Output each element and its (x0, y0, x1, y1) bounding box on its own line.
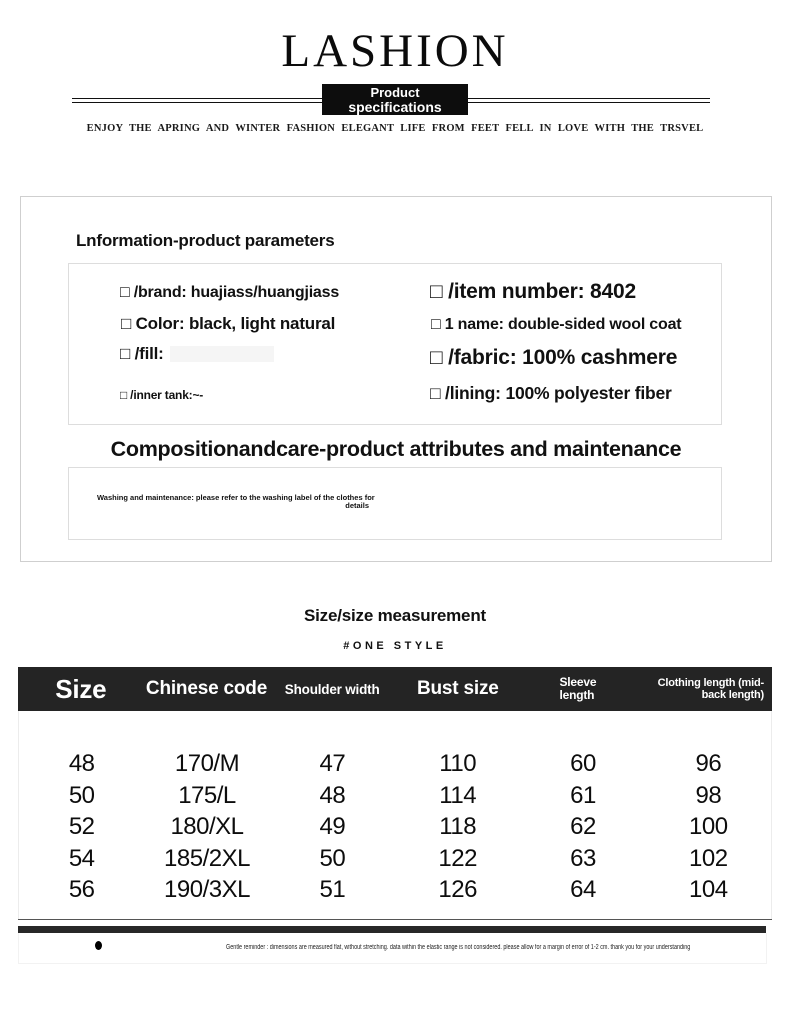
product-specifications-badge (322, 84, 468, 115)
param-name (431, 316, 681, 334)
col-header-chinese-code: Chinese code (145, 678, 268, 699)
cell-sleeve-length: 63 (570, 844, 596, 872)
param-fill-text: □ /fill: (120, 344, 164, 363)
col-header-clothing-length-text: Clothing length (mid-back length) (657, 677, 764, 701)
care-heading: Compositionandcare-product attributes and maintenance (110, 437, 682, 461)
cell-bust-size: 122 (438, 844, 477, 872)
cell-bust-size: 110 (439, 750, 477, 777)
cell-bust-size: 114 (439, 781, 477, 809)
param-inner-tank (120, 388, 203, 402)
param-lining (430, 383, 672, 404)
param-brand-text: □ /brand: huajiass/huangjiass (120, 284, 340, 301)
badge-line1: Product (370, 84, 420, 100)
bullet-icon (95, 941, 102, 950)
care-note (97, 493, 375, 510)
param-fabric (430, 346, 677, 370)
cell-chinese-code: 185/2XL (164, 844, 250, 872)
care-note-box (68, 467, 722, 540)
table-row (19, 874, 771, 906)
param-brand (120, 284, 339, 302)
cell-clothing-length: 98 (695, 781, 722, 809)
cell-size: 52 (68, 813, 95, 841)
cell-clothing-length: 100 (689, 813, 728, 841)
col-header-bust-size: Bust size (417, 678, 499, 699)
reminder-strip (18, 933, 767, 964)
table-row (19, 843, 771, 875)
cell-chinese-code: 190/3XL (164, 876, 250, 904)
parameters-box (68, 263, 722, 425)
cell-bust-size: 126 (438, 876, 477, 904)
table-row (19, 811, 771, 843)
param-fill (120, 344, 274, 364)
col-header-sleeve-length-text: Sleeve length (559, 675, 597, 702)
col-header-sleeve-length (521, 676, 647, 702)
cell-shoulder-width: 50 (319, 844, 346, 872)
cell-shoulder-width: 47 (319, 750, 346, 777)
table-bottom-line (18, 919, 772, 920)
param-name-text: □ 1 name: double-sided wool coat (431, 316, 682, 333)
cell-bust-size: 118 (439, 813, 477, 841)
reminder-text: Gentle reminder : dimensions are measured flat, without stretching. data within the elastic range is not considered. please allow for a margin of error of 1-2 cm. thank you for your understanding (226, 944, 691, 951)
cell-clothing-length: 96 (695, 750, 722, 777)
info-section-box (20, 196, 772, 562)
table-row (19, 748, 771, 780)
cell-shoulder-width: 49 (319, 813, 346, 841)
col-header-shoulder-width: Shoulder width (284, 681, 380, 697)
cell-chinese-code: 180/XL (170, 813, 244, 841)
param-inner-tank-text: □ /inner tank:~- (120, 388, 204, 402)
badge-line2: specifications (348, 98, 442, 115)
brand-title: LASHION (281, 25, 509, 77)
cell-size: 54 (68, 844, 95, 872)
cell-sleeve-length: 61 (570, 781, 596, 809)
size-table-header (18, 667, 772, 711)
style-note: #ONE STYLE (343, 640, 447, 652)
cell-sleeve-length: 62 (570, 813, 596, 841)
table-row (19, 780, 771, 812)
param-item-number (430, 280, 636, 304)
cell-chinese-code: 175/L (178, 781, 236, 809)
fill-placeholder (170, 346, 274, 362)
size-table-body (18, 711, 772, 919)
cell-sleeve-length: 60 (570, 750, 596, 777)
param-color-text: □ Color: black, light natural (121, 314, 336, 333)
cell-shoulder-width: 48 (319, 781, 346, 809)
cell-sleeve-length: 64 (570, 876, 596, 904)
tagline: ENJOY THE APRING AND WINTER FASHION ELEGANT LIFE FROM FEET FELL IN LOVE WITH THE TRSVEL (86, 123, 704, 134)
size-heading: Size/size measurement (304, 606, 486, 625)
param-item-number-text: □ /item number: 8402 (430, 280, 636, 303)
col-header-clothing-length (646, 677, 772, 701)
info-heading: Lnformation-product parameters (76, 231, 335, 250)
param-color (121, 314, 335, 334)
col-header-size: Size (55, 673, 107, 704)
param-fabric-text: □ /fabric: 100% cashmere (430, 346, 678, 369)
care-note-line2: details (345, 501, 369, 510)
cell-size: 50 (68, 781, 95, 809)
cell-size: 48 (68, 750, 95, 777)
care-note-line1: Washing and maintenance: please refer to the washing label of the clothes for (97, 493, 375, 502)
cell-size: 56 (68, 876, 95, 904)
param-lining-text: □ /lining: 100% polyester fiber (430, 383, 672, 403)
cell-clothing-length: 102 (689, 844, 728, 872)
bottom-accent-bar (18, 926, 766, 933)
cell-clothing-length: 104 (689, 876, 728, 904)
cell-shoulder-width: 51 (319, 876, 346, 904)
cell-chinese-code: 170/M (174, 750, 240, 777)
